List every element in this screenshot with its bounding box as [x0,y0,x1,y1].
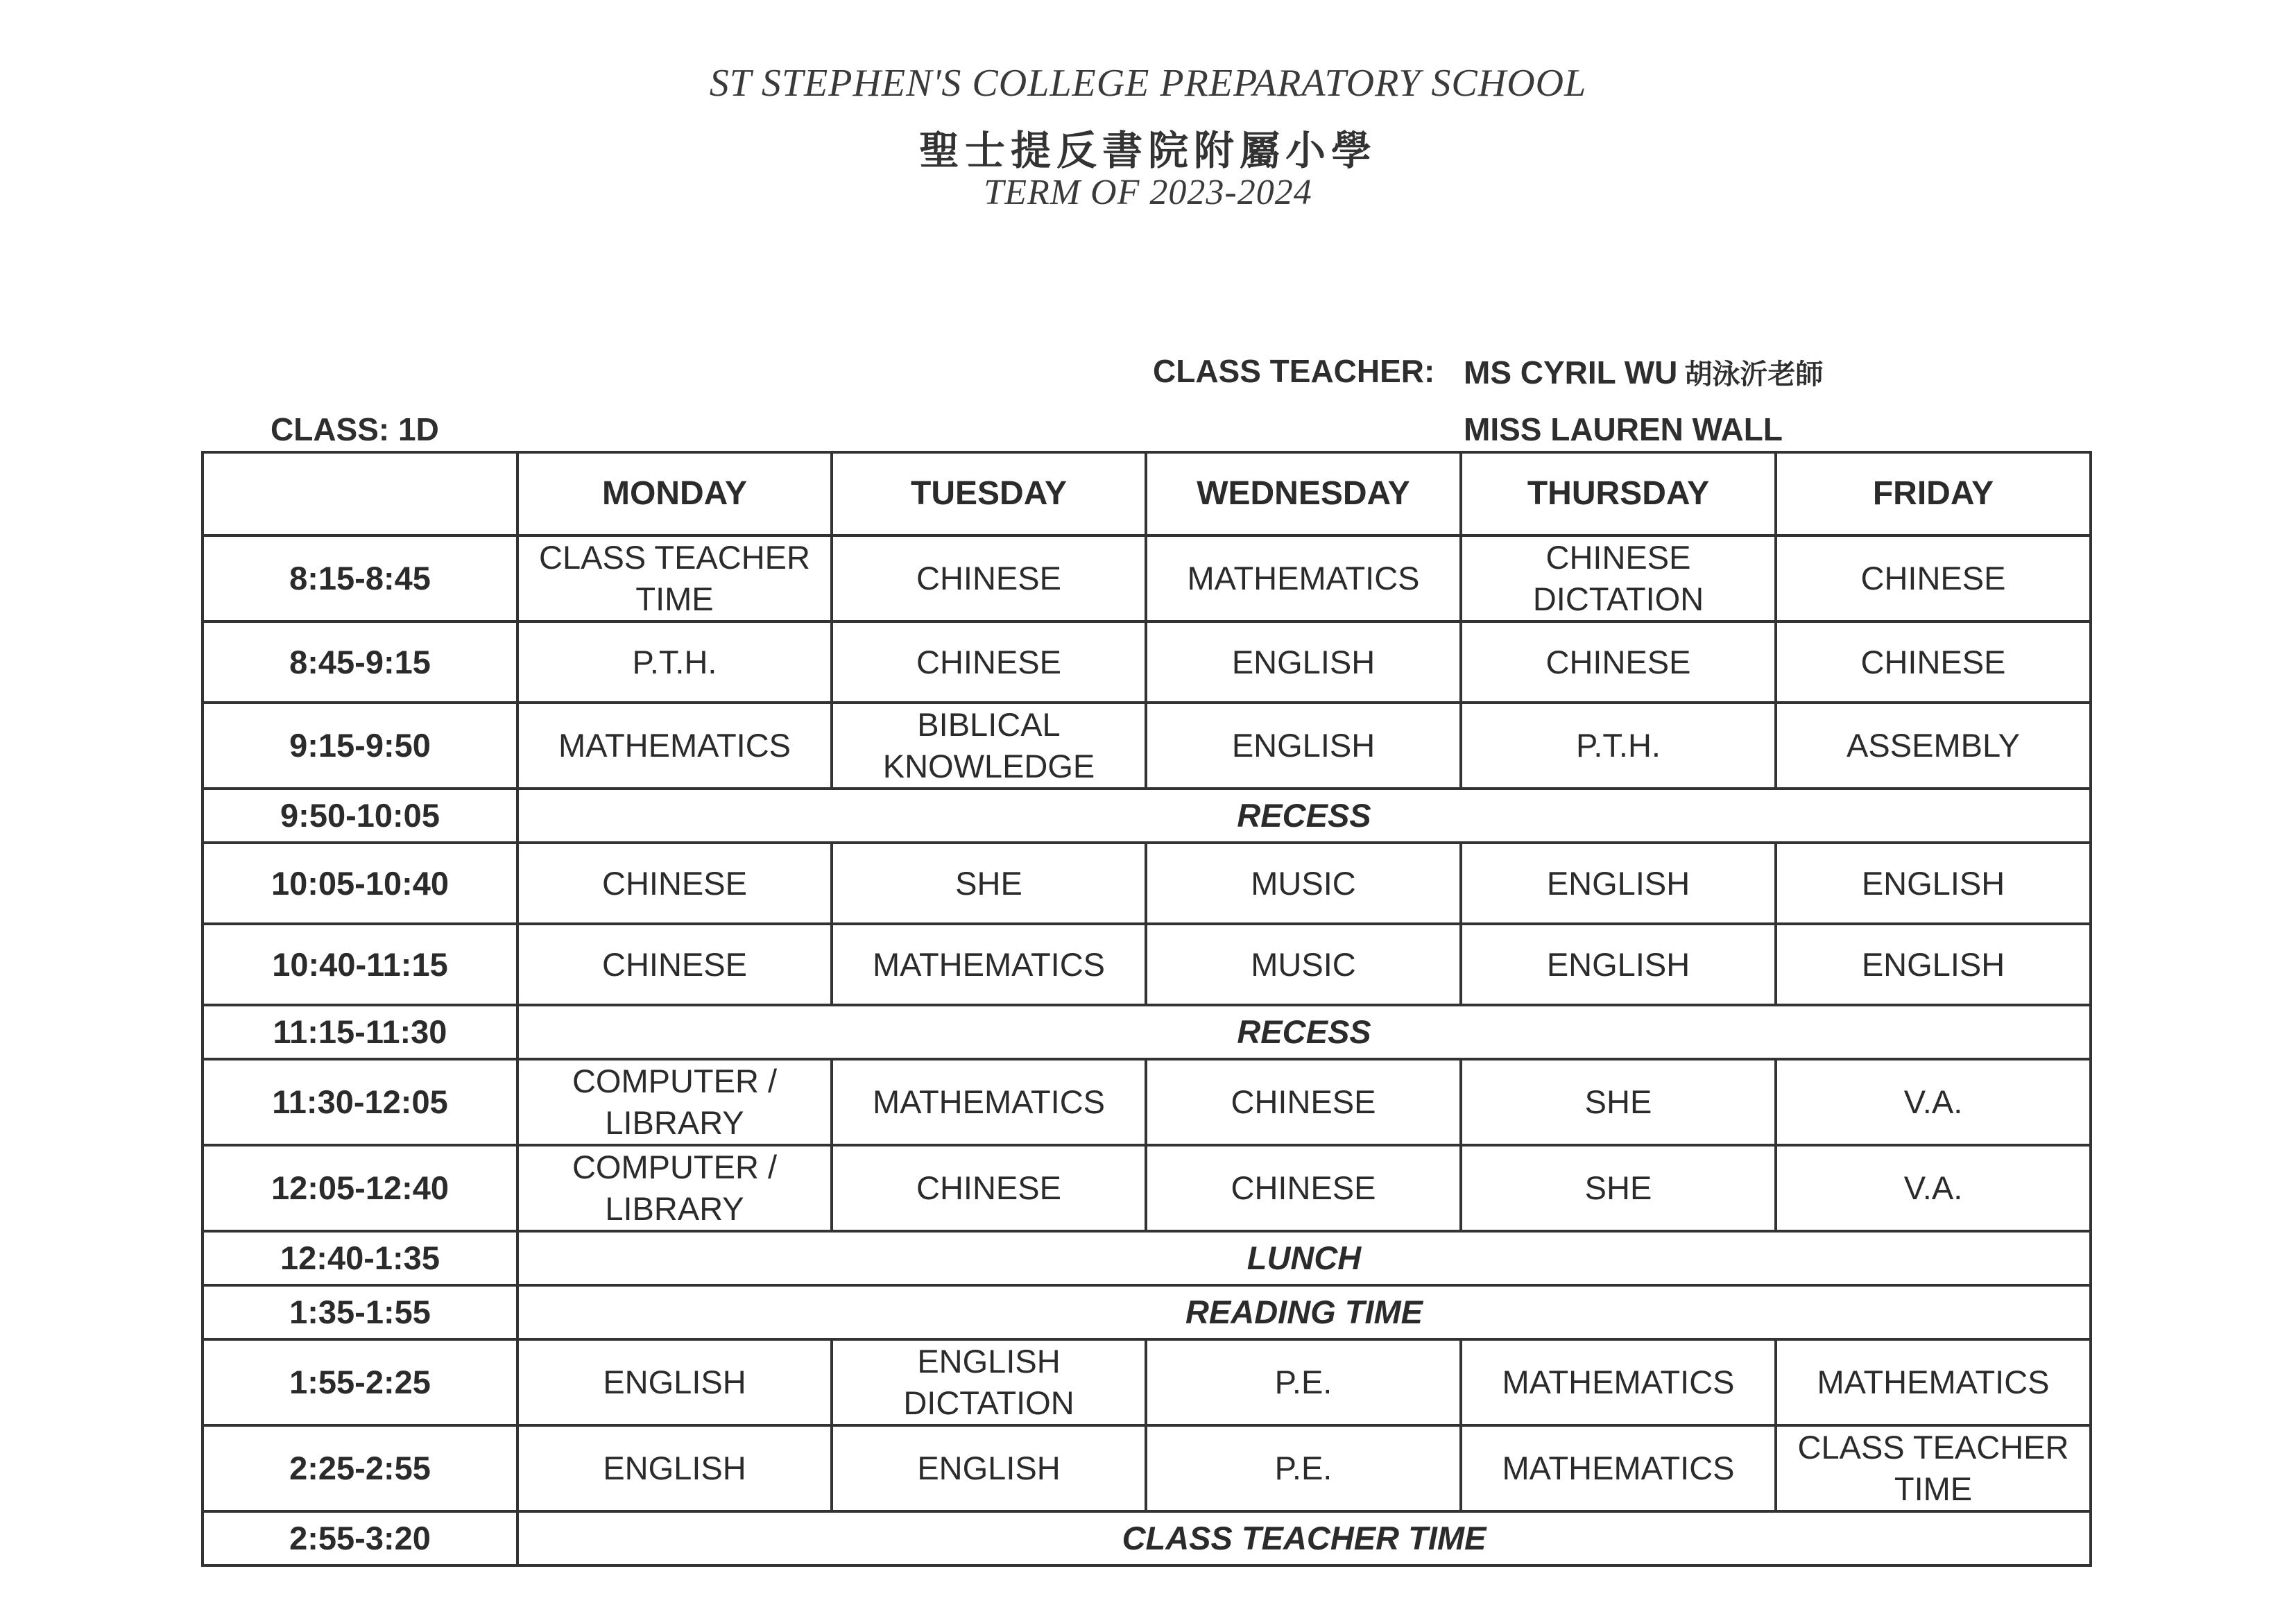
break-row [203,789,2091,843]
time-slot: 1:35-1:55 [203,1285,517,1339]
time-slot: 9:15-9:50 [203,703,517,789]
lesson-cell: CHINESE [1776,535,2091,621]
lesson-cell: ENGLISH [1461,924,1776,1005]
time-slot: 8:45-9:15 [203,621,517,703]
timetable-row [203,1059,2091,1145]
class-label: CLASS: 1D [271,411,439,447]
lesson-cell: ENGLISH [517,1425,832,1511]
time-slot: 8:15-8:45 [203,535,517,621]
timetable-row [203,621,2091,703]
lesson-cell: COMPUTER / LIBRARY [517,1059,832,1145]
lesson-cell: ENGLISH [1776,843,2091,924]
time-slot: 11:30-12:05 [203,1059,517,1145]
lesson-cell: ENGLISH [832,1425,1146,1511]
lesson-cell: SHE [1461,1059,1776,1145]
lesson-cell: CHINESE [832,1145,1146,1231]
class-teacher-primary [1464,352,1823,392]
lesson-cell: BIBLICAL KNOWLEDGE [832,703,1146,789]
timetable-row [203,1425,2091,1511]
break-cell: READING TIME [517,1285,2091,1339]
lesson-cell: ASSEMBLY [1776,703,2091,789]
time-slot: 10:40-11:15 [203,924,517,1005]
lesson-cell: P.T.H. [1461,703,1776,789]
header-corner [203,452,517,535]
lesson-cell: CHINESE [517,843,832,924]
lesson-cell: CHINESE [517,924,832,1005]
lesson-cell: CHINESE [1146,1059,1461,1145]
time-slot: 11:15-11:30 [203,1005,517,1059]
lesson-cell: CLASS TEACHER TIME [1776,1425,2091,1511]
lesson-cell: ENGLISH [517,1339,832,1425]
break-row [203,1511,2091,1565]
break-cell: CLASS TEACHER TIME [517,1511,2091,1565]
day-header: TUESDAY [832,452,1146,535]
lesson-cell: ENGLISH [1146,621,1461,703]
break-row [203,1285,2091,1339]
lesson-cell: CHINESE [1461,621,1776,703]
lesson-cell: MATHEMATICS [832,924,1146,1005]
lesson-cell: MATHEMATICS [1776,1339,2091,1425]
lesson-cell: MUSIC [1146,843,1461,924]
lesson-cell: CLASS TEACHER TIME [517,535,832,621]
lesson-cell: ENGLISH [1461,843,1776,924]
break-row [203,1005,2091,1059]
school-name: ST STEPHEN'S COLLEGE PREPARATORY SCHOOL [709,62,1587,105]
lesson-cell: CHINESE [1146,1145,1461,1231]
class-teacher-secondary: MISS LAUREN WALL [1464,411,1783,447]
break-cell: LUNCH [517,1231,2091,1285]
day-header: WEDNESDAY [1146,452,1461,535]
lesson-cell: COMPUTER / LIBRARY [517,1145,832,1231]
lesson-cell: P.T.H. [517,621,832,703]
timetable-row [203,843,2091,924]
lesson-cell: ENGLISH [1776,924,2091,1005]
header-row [203,452,2091,535]
lesson-cell: V.A. [1776,1145,2091,1231]
break-cell: RECESS [517,1005,2091,1059]
break-cell: RECESS [517,789,2091,843]
lesson-cell: ENGLISH DICTATION [832,1339,1146,1425]
time-slot: 2:55-3:20 [203,1511,517,1565]
lesson-cell: MUSIC [1146,924,1461,1005]
class-teacher-label: CLASS TEACHER: [1153,353,1435,389]
lesson-cell: ENGLISH [1146,703,1461,789]
lesson-cell: P.E. [1146,1425,1461,1511]
day-header: MONDAY [517,452,832,535]
time-slot: 1:55-2:25 [203,1339,517,1425]
timetable [201,451,2092,1567]
teacher-name: MS CYRIL WU [1464,354,1678,390]
break-row [203,1231,2091,1285]
lesson-cell: MATHEMATICS [832,1059,1146,1145]
day-header: THURSDAY [1461,452,1776,535]
lesson-cell: SHE [1461,1145,1776,1231]
lesson-cell: SHE [832,843,1146,924]
lesson-cell: CHINESE DICTATION [1461,535,1776,621]
lesson-cell: P.E. [1146,1339,1461,1425]
school-name-chinese: 聖士提反書院附屬小學 [918,127,1377,174]
time-slot: 9:50-10:05 [203,789,517,843]
timetable-row [203,703,2091,789]
timetable-row [203,1339,2091,1425]
timetable-row [203,535,2091,621]
time-slot: 12:05-12:40 [203,1145,517,1231]
day-header: FRIDAY [1776,452,2091,535]
timetable-row [203,924,2091,1005]
term-title: TERM OF 2023-2024 [984,173,1312,212]
timetable-row [203,1145,2091,1231]
time-slot: 10:05-10:40 [203,843,517,924]
lesson-cell: MATHEMATICS [1461,1339,1776,1425]
lesson-cell: V.A. [1776,1059,2091,1145]
lesson-cell: MATHEMATICS [1461,1425,1776,1511]
teacher-name-chinese: 胡泳沂老師 [1684,359,1824,390]
lesson-cell: MATHEMATICS [517,703,832,789]
lesson-cell: CHINESE [1776,621,2091,703]
lesson-cell: MATHEMATICS [1146,535,1461,621]
lesson-cell: CHINESE [832,535,1146,621]
time-slot: 12:40-1:35 [203,1231,517,1285]
time-slot: 2:25-2:55 [203,1425,517,1511]
lesson-cell: CHINESE [832,621,1146,703]
